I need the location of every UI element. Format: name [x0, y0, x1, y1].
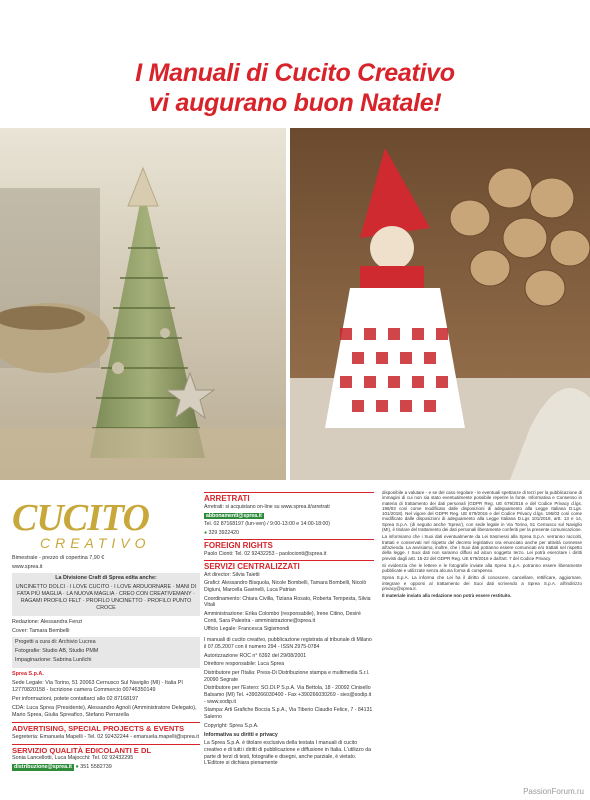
middle-column: [204, 490, 374, 769]
arretrati-text: Arretrati: si acquistano on-line su www.sprea.it/arretrati: [204, 504, 330, 510]
grafici: Grafici: Alessandro Bisquola, Nicole Bombelli, Tamara Bombelli, Nicolò Digiuni, Marcella Gavinelli, Luca Patrian: [204, 580, 367, 593]
roc: Autorizzazione ROC n° 6392 del 29/08/2001: [204, 652, 307, 659]
adv-text: Segreteria: Emanuela Mapelli - Tel. 02 92432244 - emanuela.mapelli@sprea.it: [12, 733, 199, 740]
legal-note: I manuali di cucito creativo, pubblicazione registrata al tribunale di Milano il 07.05.2007 con il numero 294 - ISSN 2975-0784: [204, 637, 372, 650]
logo-word-cucito: CUCITO: [12, 497, 149, 539]
logo-word-creativo: CREATIVO: [40, 535, 151, 551]
foreign-text: Paolo Cionti: Tel. 02 92432253 - paolocionti@sprea.it: [204, 550, 327, 557]
cda: CDA: Luca Sprea (Presidente), Alessandro Agnoli (Amministratore Delegato), Mario Sprea, Giulia Spreafico, Stefano Perrarella: [12, 705, 197, 718]
legal-p4: Sprea S.p.A. La informa che Lei ha il diritto di conoscere, cancellare, rettificare, aggiornare, integrare e opporsi al trattamento dei Suoi dati scrivendo a Sprea S.p.A. all'indirizzo privacy@sprea.it.: [382, 575, 582, 592]
adv-title: ADVERTISING, SPECIAL PROJECTS & EVENTS: [12, 722, 200, 734]
headline-line-1: I Manuali di Cucito Creativo: [135, 59, 455, 87]
watermark: PassionForum.ru: [523, 787, 584, 796]
progetti: Progetti a cura di: Archivio Lucrea: [15, 639, 96, 645]
privacy-text: La Sprea S.p.A. è titolare esclusiva della testata I manuali di cucito creativo e di tutti i diritti di pubblicazione e diffusione in Italia. L'utilizzo da parte di terzi di testi, fotografie e disegni, anche parziale, è vietato. L'Editore si dichiara pienamente: [204, 740, 371, 767]
privacy-title: Informativa su diritti e privacy: [204, 731, 278, 738]
legal-column: [382, 490, 582, 601]
photo-elf-doll: [290, 128, 590, 480]
cover-credit: Cover: Tamara Bembelli: [12, 628, 70, 634]
whatsapp-icon: ●: [75, 764, 79, 770]
copyright: Copyright: Sprea S.p.A.: [204, 722, 259, 729]
coordinamento: Coordinamento: Chiara Civilla, Tiziana Rosato, Roberta Tempesta, Silvia Vitali: [204, 595, 371, 609]
legal-p1: disponibile a valutare - e se del caso regolare - le eventuali spettanze di terzi per la pubblicazione di immagini di cui non sia stato eventualmente possibile reperire la fonte. Informativa e Consenso in materia di trattamento dei dati personali (GDPR Reg. UE 679/2016 e del Codice Privacy d.lgs. 196/03 così come modificato dalle disposizioni di adeguamento alla Legge Italiana D.Lgs. 101/2018). Nel vigore del GDPR Reg. UE 679/2016 e del Codice Privacy d.lgs. 196/03 così come modificato dalle disposizioni di adeguamento alla Legge Italiana D.Lgs 101/2018, artt. 13 e 14, Sprea S.p.A. (di seguito anche 'Sprea'), con sede legale in Via Torino, 51 Cernusco sul Naviglio (MI), è titolare del trattamento dei dati personali liberamente conferiti per la presente comunicazione.: [382, 490, 582, 533]
quality-text: Sonia Lancellotti, Luca Majocchi: Tel. 02 92432295: [12, 755, 134, 761]
foreign-title: FOREIGN RIGHTS: [204, 539, 374, 551]
division-box: [12, 573, 200, 616]
arretrati-whatsapp: 329 3922420: [208, 530, 239, 537]
publisher-address: Sede Legale: Via Torino, 51 20063 Cernusco Sul Naviglio (MI) - Italia PI 12770820158 - Iscrizione camera Commercio 00746350149: [12, 680, 183, 693]
quality-mail[interactable]: distribuzione@sprea.it: [14, 764, 72, 770]
publisher-info: Per informazioni, potete contattarci allo 02 87168197: [12, 696, 139, 702]
art-director: Art director: Silvia Taietti: [204, 571, 260, 578]
logo-cucito-creativo: [12, 497, 151, 552]
masthead-site[interactable]: www.sprea.it: [12, 564, 43, 570]
distributore-estero: Distributore per l'Estero: SO.DI.P S.p.A. Via Bettola, 18 - 20092 Cinisello Balsamo (MI) Tel. +390266030400 - Fax +390266030269 - sies@sodip.it - www.sodip.it: [204, 685, 372, 705]
distributore: Distributore per l'Italia: Press-Di Distribuzione stampa e multimedia S.r.l. 20090 Segrate: [204, 669, 370, 683]
photo-christmas-tree: [0, 128, 286, 480]
photo-row: [0, 128, 590, 480]
credits-box: [12, 637, 200, 668]
direttore: Direttore responsabile: Luca Sprea: [204, 661, 285, 668]
legal-p3: Si evidenzia che le lettere e le fotografie inviate alla Sprea S.p.A. potranno essere liberamente pubblicate e utilizzate senza alcuna forma di compenso.: [382, 562, 582, 574]
masthead: [12, 555, 200, 773]
arretrati-mail[interactable]: abbonamenti@sprea.it: [206, 512, 262, 519]
publisher-name: Sprea S.p.A.: [12, 671, 44, 677]
impaginazione: Impaginazione: Sabrina Lunilchi: [15, 657, 92, 663]
division-title: La Divisione Craft di Sprea edita anche:: [55, 575, 157, 581]
stampa: Stampa: Arti Grafiche Boccia S.p.A., Via Tiberio Claudio Felice, 7 - 84131 Salerno: [204, 707, 373, 721]
whatsapp-icon: ●: [204, 530, 208, 537]
ufficio-legale: Ufficio Legale: Francesca Sigismondi: [204, 626, 290, 633]
quality-title: SERVIZIO QUALITÀ EDICOLANTI E DL: [12, 744, 200, 756]
division-list: UNCINETTO DOLCI · I LOVE CUCITO · I LOVE ARDUORNARE · MANI DI FATA PIÙ MAGLIA · LA NUOVA MAGLIA · CREO CON CREATIVEMANY · RAGAMI PROFILO FELT · PROFILO UNCINETTO · PROFILO PUNTO CROCE: [15, 584, 197, 611]
fotografie: Fotografie: Studio AB, Studio PMM: [15, 648, 99, 654]
arretrati-title: ARRETRATI: [204, 492, 374, 504]
masthead-price: Bimestrale - prezzo di copertina 7,90 €: [12, 555, 105, 561]
legal-p2: La informiamo che i Suoi dati eventualmente da Lei trasmessi alla Sprea S.p.A. verranno raccolti, trattati e conservati nel rispetto del decreto legislativo ora enunciato anche per attività connesse all'azienda. La avvisiamo, inoltre, che i Suoi dati potranno essere comunicati e/o trattati nel rispetto della legge. I Suoi dati non saranno diffusi ad alcun soggetto terzo. Lei potrà esercitare i diritti previsti dagli artt. 15-22 del GDPR Reg. UE 679/2016 e dall'art. 7 del Codice Privacy.: [382, 534, 582, 561]
amministrazione: Amministrazione: Erika Colombo (responsabile), Irene Citino, Desirè Conti, Sara Palestra - amministrazione@sprea.it: [204, 611, 361, 624]
headline: [0, 58, 590, 118]
legal-p5: Il materiale inviato alla redazione non potrà essere restituito.: [382, 593, 512, 599]
servizi-title: SERVIZI CENTRALIZZATI: [204, 560, 374, 572]
headline-line-2: vi augurano buon Natale!: [148, 89, 442, 117]
quality-phone: 351 5582739: [80, 764, 112, 770]
redazione: Redazione: Alessandra Fenzi: [12, 619, 83, 625]
arretrati-tel: Tel. 02 87168197 (lun-ven) / 9:00-13:00 e 14:00-18:00): [204, 521, 331, 528]
